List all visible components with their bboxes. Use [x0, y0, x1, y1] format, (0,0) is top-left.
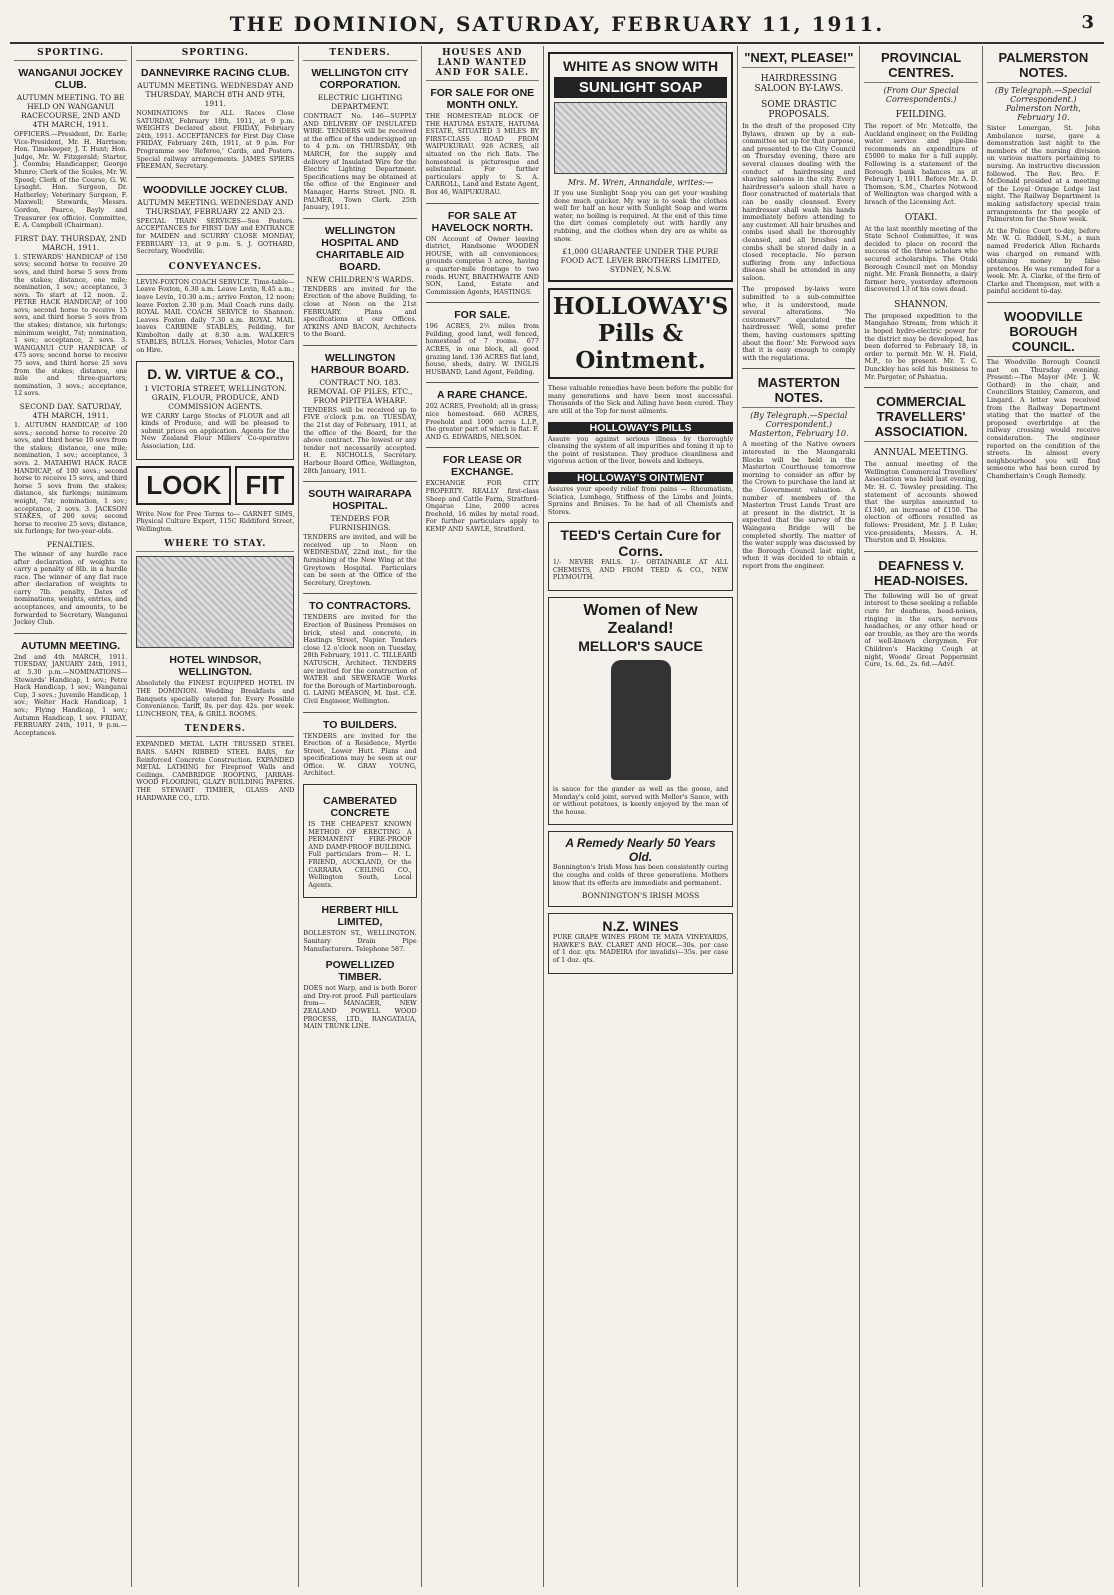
divider: [136, 177, 294, 178]
divider: [987, 302, 1100, 303]
article-title: COMMERCIAL TRAVELLERS' ASSOCIATION.: [864, 394, 977, 442]
ad-text: 2nd and 4th MARCH, 1911. TUESDAY, JANUARY 24th, 1911, at 5.30 p.m.—NOMINATIONS—Stewards' Handicap, 1 sov.; Petre Hack Handicap, 1 sov.; Wanganui Cup, 3 sovs.; Juvenile Handicap, 1 sov.; Welter Hack Handicap, 1 sov.; Flying Handicap, 1 sov.; Autumn Handicap, 1 sov. FRIDAY, FEBRUARY 24th, 1911, 9 p.m.—Acceptances.: [14, 652, 128, 737]
remedy-head: A Remedy Nearly 50 Years Old.: [565, 836, 716, 865]
ad-text: LEVIN-FOXTON COACH SERVICE. Time-table—Leave Foxton, 6.30 a.m. Leave Levin, 8.45 a.m.; leave Levin, 10.30 a.m.; arrive Foxton, 12 noon; leave Foxton 2.30 p.m. Mail Coach runs daily. ROYAL MAIL COACH SERVICE to Shannon. Leaves Foxton daily 7.30 a.m. ROYAL MAIL leaves CARBINE STABLES, Feilding, for Kimbolton daily at 8.30 a.m. WALKER'S STABLES, BULLS. Horses, Vehicles, Motor Cars on Hire.: [136, 277, 295, 355]
ad-title: FOR SALE AT HAVELOCK NORTH.: [431, 209, 533, 234]
wines-text: PURE GRAPE WINES FROM TE MATA VINEYARDS, HAWKE'S BAY. CLARET AND HOCK—30s. per case of 1 doz. qts. MADEIRA (for invalids)—35s. per case of 1 doz. qts.: [552, 933, 729, 964]
remedy-text: Bonnington's Irish Moss has been consistently curing the coughs and colds of three generations. Mothers know that its effects are immediate and permanent.: [552, 863, 729, 887]
race-day-heading: SECOND DAY. SATURDAY, 4TH MARCH, 1911.: [19, 402, 122, 420]
article-heading: OTAKI.: [904, 212, 938, 223]
soap-headline: WHITE AS SNOW WITH: [563, 58, 719, 74]
column-advertisements: [544, 46, 738, 1587]
ad-title: HERBERT HILL LIMITED,: [321, 904, 399, 929]
ad-title: TO CONTRACTORS.: [309, 600, 411, 613]
divider: [426, 302, 539, 303]
divider: [303, 481, 416, 482]
fit-ad-text: Write Now for Free Terms to— GARNET SIMS, Physical Culture Expert, 115C Riddiford Street, Wellington.: [136, 509, 295, 533]
mellors-head: Women of New Zealand!: [583, 602, 698, 638]
holloway-text: These valuable remedies have been before the public for many generations and have been most successful. Thousands of the Sick and Ailing have been cured. They are still at the Top for most ailments.: [547, 384, 734, 415]
article-title: "NEXT, PLEASE!": [742, 50, 855, 68]
ad-title: POWELLIZED TIMBER.: [325, 959, 395, 984]
camberated-ad: [303, 784, 416, 898]
article-text: At the last monthly meeting of the State School Committee, it was decided to place on record the success of the three scholars who secured scholarships. The Otaki Borough Council met on Monday night. Mr. Frank Bennetts, a dairy farmer here, yesterday afternoon discovered 13 of his cows dead.: [864, 224, 978, 294]
ad-title: WELLINGTON HARBOUR BOARD.: [311, 351, 409, 376]
divider: [864, 387, 977, 388]
article-heading: FEILDING.: [895, 110, 947, 120]
article-subtitle: HAIRDRESSING SALOON BY-LAWS.: [754, 74, 844, 94]
irish-moss-ad: [548, 831, 733, 907]
columns: [10, 46, 1104, 1587]
ad-text: TENDERS are invited for the Erection of Business Premises on brick, steel and concrete, in Hastings Street, Napier. Tenders close 12 o'clock noon on Tuesday, 28th February, 1911. C. TILLEARD NATUSCH, Architect. TENDERS are invited for the construction of WATER and SEWERAGE Works for the Borough of Martinborough. G. LAING MEASON, M. Inst. C.E. Civil Engineer, Wellington.: [303, 613, 417, 705]
fit-word-fit: FIT: [235, 466, 294, 505]
ad-subtitle: TENDERS FOR FURNISHINGS.: [329, 514, 391, 533]
article-text: The annual meeting of the Wellington Commercial Travellers' Association was held last evening, Mr. H. C. Tewsley presiding. The statement of accounts showed that the surplus amounted to £1340, an increase of £150. The election of officers resulted as follows: President, Mr. J. P. Luke; vice-presidents, Messrs. A. H. Thurston and D. Hoskins.: [864, 460, 978, 545]
ad-text: ON Account of Owner leaving district, Handsome WOODEN HOUSE, with all conveniences; grounds comprise 3 acres, having a quarter-mile frontage to two roads. HUNT, BRAITHWAITE AND SON, Land, Estate and Commission Agents, HASTINGS.: [425, 234, 539, 296]
column-palmerston: [983, 46, 1104, 1587]
ad-text: 196 ACRES, 2½ miles from Feilding, good land, well fenced, homestead of 7 rooms. 677 ACRES, in one block, all good grazing land. 136 ACRES flat land, house, sheds, dairy. W. INGLIS HUSBAND, Land Agent, Feilding.: [425, 322, 539, 376]
virtue-ad: [136, 361, 294, 460]
article-title: MASTERTON NOTES.: [742, 375, 855, 408]
ad-text: SPECIAL TRAIN SERVICES—See Posters. ACCEPTANCES for FIRST DAY and ENTRANCE for MAIDEN and SCURRY CLOSE MONDAY, FEBRUARY 13, at 9 p.m. S. J. GOTHARD, Secretary, Woodville.: [136, 216, 295, 256]
teeds-text: 1/- NEVER FAILS. 1/- OBTAINABLE AT ALL CHEMISTS, AND FROM TEED & CO., NEW PLYMOUTH.: [552, 558, 729, 582]
column-head: TENDERS.: [303, 46, 416, 61]
pills-text: Assure you against serious illness by thoroughly cleansing the system of all impurities and toning it up to the point of resistance. They produce cleanliness and vigorous action of the liver, bowels and kidneys.: [547, 434, 734, 466]
ad-subtitle: NEW CHILDREN'S WARDS.: [306, 274, 414, 284]
ad-subtitle: AUTUMN MEETING. TO BE HELD ON WANGANUI RACECOURSE, 2ND AND 4TH MARCH, 1911.: [16, 93, 125, 129]
ointment-head: HOLLOWAY'S OINTMENT: [548, 472, 733, 484]
page-number: 3: [1081, 12, 1094, 33]
column-sporting-1: [10, 46, 132, 1587]
virtue-title: VIRTUE & CO.,: [185, 365, 284, 382]
divider: [426, 382, 539, 383]
article-dateline: (By Telegraph.—Special Correspondent.) Masterton, February 10.: [749, 411, 849, 439]
article-text: Sister Lonergan, St. John Ambulance nurse, gave a demonstration last night to the members of the nursing division on various matters pertaining to nursing. An instructive discussion followed. The Rev. Bro. F. McDonald presided at a meeting of the Loyal Orange Lodge last night. The Railway Department is making satisfactory special train arrangements for the people of Palmerston for the Show week.: [986, 124, 1100, 224]
column-tenders: [299, 46, 421, 1587]
article-text: At the Police Court to-day, before Mr. W. G. Riddell, S.M., a man named Frederick Allen Richards was charged on remand with obtaining money by false pretences. He was remanded for a week. Mr. A. Clarke, of the firm of Clarke and Thompson, met with a painful accident to-day.: [986, 226, 1100, 296]
article-dateline: (By Telegraph.—Special Correspondent.) Palmerston North, February 10.: [994, 86, 1092, 122]
column-houses-land: [422, 46, 544, 1587]
column-provincial: [860, 46, 982, 1587]
article-title: WOODVILLE BOROUGH COUNCIL.: [987, 309, 1100, 357]
fit-ad-banner: [136, 466, 294, 505]
pills-head: HOLLOWAY'S PILLS: [548, 422, 733, 434]
penalties-heading: PENALTIES.: [46, 539, 95, 549]
masthead: [10, 10, 1104, 44]
ad-subtitle: AUTUMN MEETING. WEDNESDAY AND THURSDAY, MARCH 8TH AND 9TH, 1911.: [137, 81, 294, 108]
soap-brand: SUNLIGHT SOAP: [554, 77, 727, 98]
penalties-text: The winner of any hurdle race after declaration of weights to carry a penalty of 8lb. in a hurdle race. The winner of any flat race after declaration of weights to carry 7lb. penalty. Dates of nominations, weights, entries, and acceptances, and amounts, to be forwarded to Secretary, Wanganui Jockey Club.: [14, 549, 128, 627]
divider: [303, 218, 416, 219]
divider: [864, 551, 977, 552]
article-heading: SOME DRASTIC PROPOSALS.: [761, 100, 837, 120]
soap-signature: Mrs. M. Wren, Annandale, writes:—: [567, 178, 714, 187]
article-text: The proposed by-laws were submitted to a sub-committee who, it is understood, made several alterations. 'No customers?' ejaculated the hairdresser. 'Well, some prefer them, having customers spitting about the floor.' Mr. Forwood says that it is easy enough to comply with the regulations.: [742, 285, 856, 362]
fit-word-look: LOOK: [136, 466, 231, 505]
ad-subtitle: ELECTRIC LIGHTING DEPARTMENT.: [317, 93, 403, 111]
wines-head: N.Z. WINES: [602, 918, 679, 935]
ad-title: CAMBERATED CONCRETE: [323, 795, 397, 820]
article-title: DEAFNESS V. HEAD-NOISES.: [864, 558, 977, 591]
ad-text: EXPANDED METAL LATH TRUSSED STEEL BARS. SAHN RIBBED STEEL BARS, for Reinforced Concrete Construction. EXPANDED METAL LATHING for Fireproof Walls and Ceilings. CAMBRIDGE ROOFING, JARRAH-WOOD FLOORING, GLAZY BUILDING PAPERS. THE STEWART TIMBER, GLASS AND HARDWARE CO., LTD.: [136, 740, 295, 802]
ad-title: A RARE CHANCE.: [436, 389, 528, 402]
ad-subtitle: 1 VICTORIA STREET, WELLINGTON. GRAIN, FLOUR, PRODUCE, AND COMMISSION AGENTS.: [144, 383, 287, 411]
article-heading: SHANNON.: [894, 299, 948, 310]
ad-text: TENDERS will be received up to FIVE o'clock p.m. on TUESDAY, the 21st day of February, 1911, at the office of the Board, for the above contract. The lowest or any tender not necessarily accepted. H. E. NICHOLLS, Secretary. Harbour Board Office, Wellington, 28th January, 1911.: [303, 405, 417, 475]
column-sporting-2: [132, 46, 299, 1587]
ointment-text: Assures your speedy relief from pains — Rheumatism, Sciatica, Lumbago, Stiffness of the Limbs and Joints, Sprains and Bruises. To be had of all Chemists and Stores.: [547, 484, 734, 516]
ad-title: WANGANUI JOCKEY CLUB.: [18, 67, 123, 91]
ad-text: EXCHANGE FOR CITY PROPERTY. REALLY first-class Sheep and Cattle Farm, Stratford-Ongarue Line, 2000 acres freehold, 16 miles by metal road. For further particulars apply to KEMP AND SAWLE, Stratford.: [425, 479, 539, 533]
article-text: The following will be of great interest to those seeking a reliable cure for deafness, head-noises, ringing in the ears, nervous headaches, or any other head or ear trouble, as they are the words of well-known clergymen. For Children's Hacking Cough at night, Woods' Great Peppermint Cure, 1s. 6d., 2s. 6d.—Advt.: [864, 591, 978, 669]
race-day-heading: FIRST DAY. THURSDAY, 2ND MARCH, 1911.: [14, 233, 127, 252]
ad-subtitle: AUTUMN MEETING. WEDNESDAY AND THURSDAY, FEBRUARY 22 AND 23.: [137, 197, 294, 216]
divider: [426, 203, 539, 204]
holloway-banner: HOLLOWAY'S Pills & Ointment.: [548, 288, 733, 379]
remedy-brand: BONNINGTON'S IRISH MOSS: [581, 891, 700, 901]
ad-text: TENDERS are invited for the Erection of a Residence, Myrtle Street, Lower Hutt. Plans and specifications may be seen at our Office. W. GRAY YOUNG, Architect.: [303, 731, 417, 778]
nz-wines-ad: [548, 913, 733, 973]
soap-illustration: [554, 102, 727, 174]
ad-text: WE CARRY Large Stocks of FLOUR and all kinds of Produce, and will be pleased to submit prices on application. Agents for the New Zealand Flour Millers' Co-operative Association, Ltd.: [141, 411, 290, 451]
article-heading: ANNUAL MEETING.: [873, 448, 969, 459]
article-text: A meeting of the Native owners interested in the Maungaraki Blocks will be held in the Masterton Courthouse tomorrow morning to consider an offer by the Crown to purchase the land at the Government valuation. A number of members of the Masterton Trust Lands Trust are at present in the district. It is expected that the survey of the Waingawa Bridge will be completed shortly. The matter of the water supply was discussed by the Borough Council last night, when it was decided to obtain a report from the engineer.: [742, 440, 856, 570]
race-day-text: 1. AUTUMN HANDICAP, of 100 sovs.; second horse to receive 20 sovs, and third horse 10 sovs from the stakes; distance, one mile; nomination, 1 sov.; acceptance, 3 sovs. 2. MATAHIWI HACK RACE HANDICAP, of 100 sovs.; second horse to receive 15 sovs, and third horse 5 sovs from the stakes; distance, six furlongs; minimum weight, 7st; nomination, 1 sov.; acceptance, 2 sovs. 3. JACKSON STAKES, of 200 sovs; second horse to receive 25 sovs; distance, six furlongs; for two-year-olds.: [14, 421, 128, 536]
ad-title: WOODVILLE JOCKEY CLUB.: [143, 183, 288, 196]
divider: [303, 345, 416, 346]
soap-guarantee: £1,000 GUARANTEE UNDER THE PURE FOOD ACT. LEVER BROTHERS LIMITED, SYDNEY, N.S.W.: [560, 247, 721, 275]
ad-text: NOMINATIONS for ALL Races Close SATURDAY, February 18th, 1911, at 9 p.m. WEIGHTS Declared about FRIDAY, February 24th, 1911. ACCEPTANCES for First Day Close FRIDAY, February 24th, 1911, at 9 p.m. For Programme see 'Referee,' Cards, and Posters. Special railway arrangements. JAMES SPIERS FREEMAN, Secretary.: [136, 109, 295, 171]
ad-title: FOR SALE.: [454, 309, 511, 322]
ad-title: WELLINGTON HOSPITAL AND CHARITABLE AID BOARD.: [315, 224, 405, 273]
ad-title: DANNEVIRKE RACING CLUB.: [140, 67, 290, 79]
soap-text: If you use Sunlight Soap you can get your washing done much quicker. My way is to soak the clothes well for half an hour with Sunlight Soap and warm water, no boiling is required. At the end of this time the dirt comes completely out with hardly any rubbing, and the clothes when dry are as white as snow.: [553, 189, 728, 243]
race-day-text: 1. STEWARDS' HANDICAP of 150 sovs; second horse to receive 20 sovs, and third horse 5 sovs from the stakes; distance, one mile; nomination, 1 sov.; acceptance, 3 sovs. To start at 12 noon. 2. PETRE HACK HANDICAP, of 100 sovs; second horse to receive 15 sovs, and third horse 5 sovs from the stakes; distance, six furlongs; minimum weight, 7st; nomination, 1 sov.; acceptance, 2 sovs. 3. WANGANUI CUP HANDICAP, of 475 sovs; second horse to receive 75 sovs, and third horse 25 sovs from the stakes; distance, one mile and three-quarters; nomination, 3 sovs.; acceptance, 12 sovs.: [14, 252, 128, 398]
section-head: TENDERS.: [136, 722, 294, 737]
ad-text: BOLLESTON ST., WELLINGTON. Sanitary Drain Pipe Manufacturers. Telephone 587.: [303, 929, 417, 953]
hotel-illustration: [136, 556, 294, 648]
hotel-text: Absolutely the FINEST EQUIPPED HOTEL IN THE DOMINION. Wedding Breakfasts and Banquets specially catered for. Every Possible Convenience. Tariff, 8s. per day. 42s. per week. LUNCHEON, TEA, & GRILL ROOMS.: [136, 679, 295, 718]
sunlight-soap-ad: [548, 52, 733, 282]
mellors-ad: [548, 597, 733, 825]
section-head: CONVEYANCES.: [136, 260, 294, 275]
article-text: The report of Mr. Metcalfe, the Auckland engineer, on the Feilding water service and pipe-line recommends an expenditure of £5000 to make for a full supply. Following is a statement of the Borough bank balances as at February 1, 1911. Before Mr. A. D. Thomson, S.M., Charles Notwood of Wellington was charged with a breach of the Licensing Act.: [864, 122, 978, 206]
article-text: The proposed expedition to the Mangahao Stream, from which it is hoped hydro-electric power for the district may be developed, has been deferred to February 18, in order to permit Mr. W. H. Field, M.P., to be present. Mr. T. C. Dunckley has sold his business to Mr. Pargeter, of Pahiatua.: [864, 311, 978, 381]
ad-subtitle: CONTRACT NO. 183. REMOVAL OF PILES, ETC., FROM PIPITEA WHARF.: [307, 377, 413, 405]
column-next-please: [738, 46, 860, 1587]
sauce-bottle-illustration: [611, 660, 671, 780]
mellors-brand: MELLOR'S SAUCE: [578, 638, 703, 655]
hotel-title: HOTEL WINDSOR, WELLINGTON.: [169, 654, 262, 679]
ad-text: 202 ACRES, Freehold; all in grass; nice homestead. 660 ACRES, Freehold and 1000 acres L.I.P., the greater part of which is flat. F. AND G. EDWARDS, NELSON.: [425, 402, 539, 441]
section-head: WHERE TO STAY.: [136, 537, 294, 552]
ad-title: AUTUMN MEETING.: [21, 639, 121, 652]
column-head: SPORTING.: [14, 46, 127, 61]
virtue-prefix: D. W.: [147, 365, 182, 382]
ad-title: SOUTH WAIRARAPA HOSPITAL.: [308, 488, 412, 513]
teeds-title: TEED'S Certain Cure for Corns.: [560, 527, 721, 560]
ad-text: OFFICERS.—President, Dr. Earle; Vice-President, Mr. H. Harrison; Hon. Timekeeper, J. T. Hunt; Hon. Judge, Mr. W. Fitzgerald; Starter, J. Coombs; Handicapper, George Munro; Clerk of the Scales, Mr. W. Speed; Clerk of the Course, G. W. Lysaght. Hon. Surgeon, Dr. Hatherley; Veterinary Surgeon, F. Maxwell; Stewards, Messrs. Gordon, Pearce, Bayly and Treasurer (ex officio). Committee, E. A. Campbell (Chairman).: [14, 130, 128, 230]
column-head: SPORTING.: [136, 46, 294, 61]
divider: [426, 447, 539, 448]
divider: [303, 593, 416, 594]
ad-text: DOES not Warp, and is both Borer and Dry-rot proof. Full particulars from— MANAGER, NEW ZEALAND POWELL WOOD PROCESS, LTD., RANGATAUA, MAIN TRUNK LINE.: [303, 984, 417, 1031]
divider: [14, 633, 127, 634]
ad-text: CONTRACT No. 146—SUPPLY AND DELIVERY OF INSULATED WIRE. TENDERS will be received at the office of the undersigned up to 4 p.m. on THURSDAY, 9th MARCH, for the supply and delivery of Insulated Wire for the Electric Lighting Department. Specifications may be obtained at the office of the Engineer and Manager, Harris Street. JNO. R. PALMER, Town Clerk. 25th January, 1911.: [303, 112, 417, 212]
ad-text: THE HOMESTEAD BLOCK OF THE HATUMA ESTATE, HATUMA ESTATE, SITUATED 3 MILES BY FIRST-CLASS ROAD FROM WAIPUKURAU. 926 ACRES, all situated on the rich flats. The homestead is picturesque and substantial. For further particulars apply to S. A. CARROLL, Land and Estate Agent, Box 46, WAIPUKURAU.: [425, 112, 539, 196]
article-text: In the draft of the proposed City Bylaws, drawn up by a sub-committee set up for that purpose, and presented to the City Council on Thursday evening, there are several clauses dealing with the conduct of hairdressing and shaving saloons in the city. Every hairdresser's saloon shall have a floor constructed of materials that can be easily cleansed. Every hairdresser shall wash his hands immediately before attending to any customer. All hair brushes and combs used shall be thoroughly cleansed, and all brushes and combs shall be stored daily in a closed receptacle. No person suffering from any infectious disease shall be attended in any saloon.: [742, 122, 856, 282]
article-title: PALMERSTON NOTES.: [987, 50, 1100, 83]
mellors-text: is sauce for the gander as well as the goose, and Monday's cold joint, served with Mellor's Sauce, with or without potatoes, is keenly enjoyed by the man of the house.: [552, 785, 729, 816]
ad-text: TENDERS are invited for the Erection of the above Building, to close at Noon on the 21st FEBRUARY. Plans and specifications at our Offices. ATKINS AND BACON, Architects to the Board.: [303, 284, 417, 339]
column-head: HOUSES AND LAND WANTED AND FOR SALE.: [426, 46, 539, 81]
teeds-ad: [548, 522, 733, 591]
divider: [742, 368, 855, 369]
ad-text: IS THE CHEAPEST KNOWN METHOD OF ERECTING A PERMANENT FIRE-PROOF AND DAMP-PROOF BUILDING. Full particulars from— H. L. FRIEND, AUCKLAND, Or the CARRARA CEILING CO., Wellington South, Local Agents.: [308, 820, 412, 889]
article-title: PROVINCIAL CENTRES.: [864, 50, 977, 83]
article-subtitle: (From Our Special Correspondents.): [883, 86, 959, 104]
ad-title: FOR SALE FOR ONE MONTH ONLY.: [430, 87, 535, 111]
ad-title: FOR LEASE OR EXCHANGE.: [442, 454, 522, 479]
divider: [303, 712, 416, 713]
ad-title: TO BUILDERS.: [323, 718, 397, 731]
ad-text: TENDERS are invited, and will be received up to Noon on WEDNESDAY, 22nd inst., for the furnishing of the New Wing at the Greytown Hospital. Particulars can be seen at the Office of the Secretary, Greytown.: [303, 533, 417, 587]
masthead-title: THE DOMINION, SATURDAY, FEBRUARY 11, 1911.: [229, 12, 885, 36]
ad-title: WELLINGTON CITY CORPORATION.: [311, 67, 409, 91]
article-text: The Woodville Borough Council met on Thursday evening. Present:—The Mayor (Mr. J. W. Gothard) in the chair, and Councillors Stanley, Cameron, and Lingard. A letter was received from the Railway Department stating that the matter of the proposed overbridge at the railway crossing would receive consideration. The engineer reported on the condition of the streets. In almost every neighbourhood you will find someone who has been cured by Chamberlain's Cough Remedy.: [986, 358, 1100, 480]
